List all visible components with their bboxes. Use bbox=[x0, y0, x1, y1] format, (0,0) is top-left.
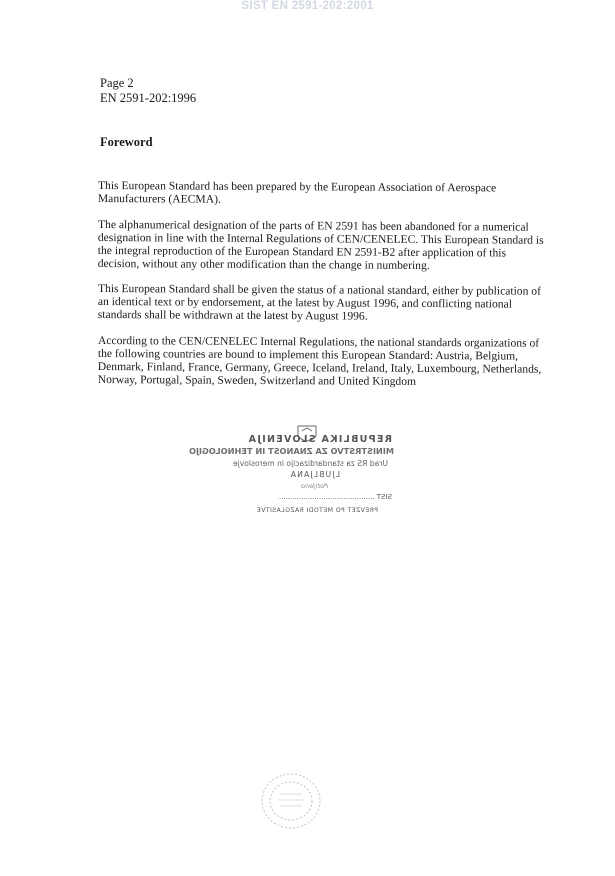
stamp-line-2: MINISTRSTVO ZA ZNANOST IN TEHNOLOGIJO bbox=[188, 446, 394, 456]
paragraph-status: This European Standard shall be given the status of a national standard, either by publication of an identical text or by endorsement, at the latest by August 1996, and conflicting national standards shall be withdrawn at the latest by August 1996. bbox=[97, 282, 542, 323]
page-header bbox=[100, 76, 196, 106]
stamp-line-7: PREVZET PO METODI RAZGLASITVE bbox=[256, 507, 378, 514]
stamp-line-5: Potrjeno bbox=[300, 482, 328, 490]
watermark-code: SIST EN 2591-202:2001 bbox=[241, 0, 374, 12]
stamp-line-3: Urad RS za standardizacijo in meroslovje bbox=[232, 459, 388, 468]
paragraph-prepared-by: This European Standard has been prepared by the European Association of Aerospace Manufacturers (AECMA). bbox=[97, 179, 497, 206]
paragraph-countries: According to the CEN/CENELEC Internal Regulations, the national standards organizations of the following countries are bound to implement this European Standard: Austria, Belgium, Denmark, Finland, France, Germany, Greece, Iceland, Ireland, Italy, Luxembourg, Netherlands, Norway, Portugal, Spain, Sweden, Switzerland and United Kingdom bbox=[97, 334, 542, 388]
stamp-line-4: LJUBLJANA bbox=[289, 470, 340, 479]
official-stamp bbox=[188, 420, 398, 520]
paragraph-designation: The alphanumerical designation of the parts of EN 2591 has been abandoned for a numerical designation in line with the Internal Regulations of CEN/CENELEC. This European Standard is the integral reproduction of the European Standard EN 2591-B2 after application of this decision, without any other modification than the change in numbering. bbox=[97, 217, 544, 272]
section-heading: Foreword bbox=[100, 135, 153, 149]
stamp-line-1: REPUBLIKA SLOVENIJA bbox=[247, 434, 392, 445]
foreword-body bbox=[98, 180, 550, 400]
embossed-seal-icon bbox=[258, 770, 324, 832]
page-number: Page 2 bbox=[100, 76, 134, 90]
document-id: EN 2591-202:1996 bbox=[100, 91, 197, 105]
stamp-line-6: SIST ........................................... bbox=[278, 493, 392, 501]
